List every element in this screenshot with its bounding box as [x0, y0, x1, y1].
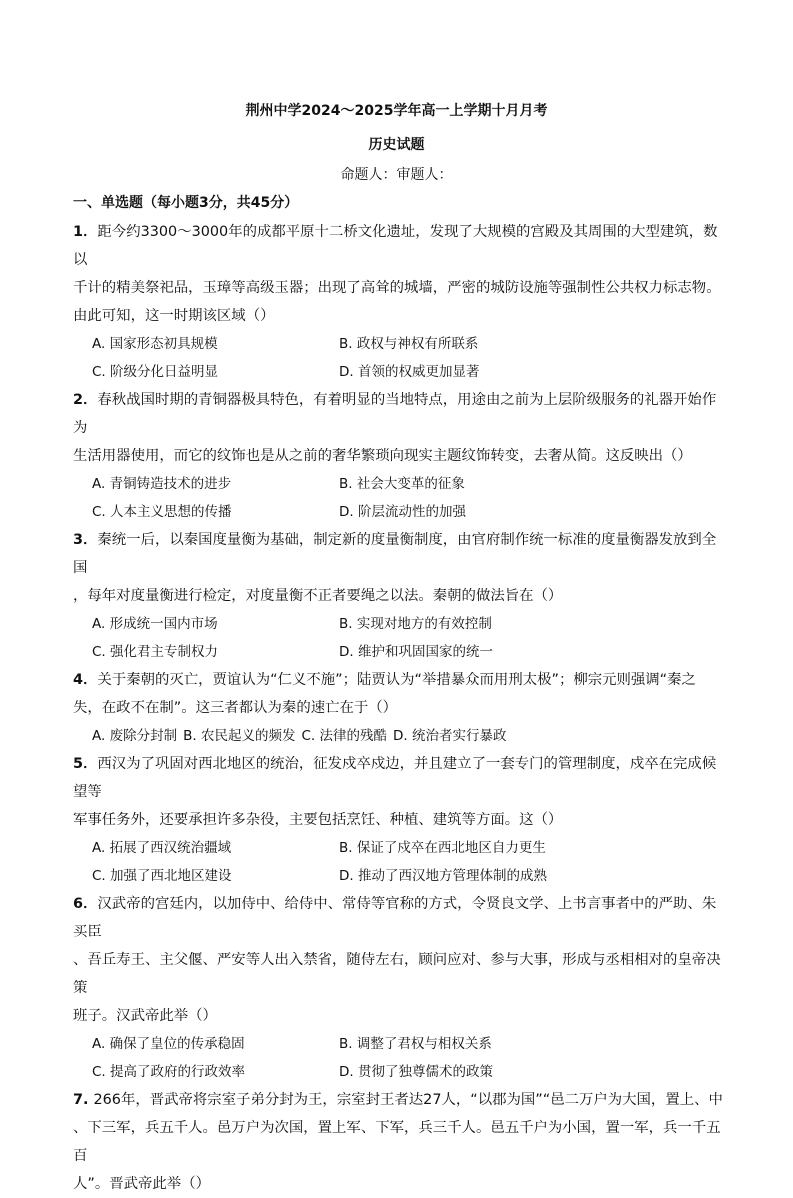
question-stem-line	[73, 666, 723, 694]
question-stem-line	[73, 526, 723, 582]
question-stem-line	[73, 1170, 723, 1198]
answer-option: C. 提高了政府的行政效率	[92, 1064, 246, 1080]
section-heading: 一、单选题（每小题3分，共45分）	[73, 195, 299, 211]
question-stem-text: 生活用器使用，而它的纹饰也是从之前的奢华繁琐向现实主题纹饰转变，去奢从简。这反映出（）	[73, 448, 692, 464]
question-4	[73, 666, 723, 750]
answer-option: B. 调整了君权与相权关系	[339, 1036, 492, 1052]
question-number: 4．	[73, 672, 98, 688]
answer-option: C. 阶级分化日益明显	[92, 364, 219, 380]
answer-options	[92, 470, 723, 526]
question-number: 1．	[73, 224, 98, 240]
question-number: 2．	[73, 392, 98, 408]
answer-option: A. 确保了皇位的传承稳固	[92, 1036, 245, 1052]
answer-option: D. 贯彻了独尊儒术的政策	[339, 1064, 493, 1080]
answer-option: D. 推动了西汉地方管理体制的成熟	[339, 868, 547, 884]
question-stem-line	[73, 1002, 723, 1030]
question-stem-line	[73, 890, 723, 946]
question-stem-text: 266年，晋武帝将宗室子弟分封为王，宗室封王者达27人，“以郡为国”“邑二万户为大国，置上、中	[93, 1092, 723, 1108]
question-stem-line	[73, 1114, 723, 1170]
answer-option: C. 人本主义思想的传播	[92, 504, 232, 520]
answer-option: A. 拓展了西汉统治疆域	[92, 840, 232, 856]
question-number: 7.	[73, 1092, 94, 1108]
question-2	[73, 386, 723, 526]
question-stem-text: 、下三军，兵五千人。邑万户为次国，置上军、下军，兵三千人。邑五千户为小国，置一军，兵一千五百	[73, 1120, 721, 1164]
question-stem-text: 汉武帝的宫廷内，以加侍中、给侍中、常侍等官称的方式，令贤良文学、上书言事者中的严助、朱买臣	[73, 896, 717, 940]
question-3	[73, 526, 723, 666]
question-stem-text: 军事任务外，还要承担许多杂役，主要包括烹饪、种植、建筑等方面。这（）	[73, 812, 563, 828]
question-number: 5．	[73, 756, 98, 772]
answer-option: D. 阶层流动性的加强	[339, 504, 466, 520]
question-number: 6．	[73, 896, 98, 912]
answer-options	[92, 1030, 723, 1086]
answer-option: B. 实现对地方的有效控制	[339, 616, 492, 632]
question-stem-text: 春秋战国时期的青铜器极具特色，有着明显的当地特点，用途由之前为上层阶级服务的礼器开始作为	[73, 392, 717, 436]
question-stem-line	[73, 218, 723, 274]
question-stem-line	[73, 806, 723, 834]
question-stem-line	[73, 386, 723, 442]
answer-option: C. 加强了西北地区建设	[92, 868, 232, 884]
question-stem-line	[73, 1086, 723, 1114]
answer-option: B. 农民起义的频发	[183, 728, 296, 744]
question-stem-text: 失，在政不在制”。这三者都认为秦的速亡在于（）	[73, 700, 398, 716]
answer-option: B. 政权与神权有所联系	[339, 336, 479, 352]
answer-options	[92, 834, 723, 890]
answer-option: A. 国家形态初具规模	[92, 336, 218, 352]
question-number: 3．	[73, 532, 98, 548]
exam-title: 荆州中学2024～2025学年高一上学期十月月考	[245, 103, 548, 119]
answer-option: D. 统治者实行暴政	[392, 728, 507, 744]
answer-option: A. 青铜铸造技术的进步	[92, 476, 232, 492]
answer-options	[92, 610, 723, 666]
answer-option: C. 法律的残酷	[301, 728, 387, 744]
question-stem-line	[73, 274, 723, 302]
question-stem-text: 距今约3300～3000年的成都平原十二桥文化遗址，发现了大规模的宫殿及其周围的大型建筑，数以	[73, 224, 718, 268]
question-stem-text: 、吾丘寿王、主父偃、严安等人出入禁省，随侍左右，顾问应对、参与大事，形成与丞相相对的皇帝决策	[73, 952, 721, 996]
question-stem-line	[73, 750, 723, 806]
question-6	[73, 890, 723, 1086]
question-stem-line	[73, 582, 723, 610]
question-7	[73, 1086, 723, 1198]
answer-options	[92, 330, 723, 386]
question-1	[73, 218, 723, 386]
question-stem-line	[73, 302, 723, 330]
answer-option: A. 形成统一国内市场	[92, 616, 218, 632]
question-stem-line	[73, 694, 723, 722]
question-stem-text: 关于秦朝的灭亡，贾谊认为“仁义不施”；陆贾认为“举措暴众而用刑太极”；柳宗元则强调“秦之	[97, 672, 696, 688]
exam-authors: 命题人：审题人：	[340, 167, 453, 183]
question-stem-text: 西汉为了巩固对西北地区的统治，征发戍卒戍边，并且建立了一套专门的管理制度，戍卒在完成候望等	[73, 756, 717, 800]
question-stem-text: 班子。汉武帝此举（）	[73, 1008, 217, 1024]
answer-option: D. 维护和巩固国家的统一	[339, 644, 493, 660]
answer-options-inline	[92, 722, 723, 750]
question-stem-line	[73, 946, 723, 1002]
question-list	[73, 218, 723, 1198]
question-stem-line	[73, 442, 723, 470]
question-5	[73, 750, 723, 890]
question-stem-text: 秦统一后，以秦国度量衡为基础，制定新的度量衡制度，由官府制作统一标准的度量衡器发放到全国	[73, 532, 717, 576]
answer-option: B. 保证了戍卒在西北地区自力更生	[339, 840, 546, 856]
answer-option: C. 强化君主专制权力	[92, 644, 219, 660]
answer-option: A. 废除分封制	[92, 728, 178, 744]
question-stem-text: 由此可知，这一时期该区域（）	[73, 308, 275, 324]
answer-option: D. 首领的权威更加显著	[339, 364, 480, 380]
question-stem-text: 千计的精美祭祀品，玉璋等高级玉器；出现了高耸的城墙，严密的城防设施等强制性公共权力标志物。	[73, 280, 721, 296]
question-stem-text: 人”。晋武帝此举（）	[73, 1176, 210, 1192]
answer-option: B. 社会大变革的征象	[339, 476, 465, 492]
exam-subtitle: 历史试题	[368, 137, 425, 153]
question-stem-text: ，每年对度量衡进行检定，对度量衡不正者要绳之以法。秦朝的做法旨在（）	[73, 588, 563, 604]
